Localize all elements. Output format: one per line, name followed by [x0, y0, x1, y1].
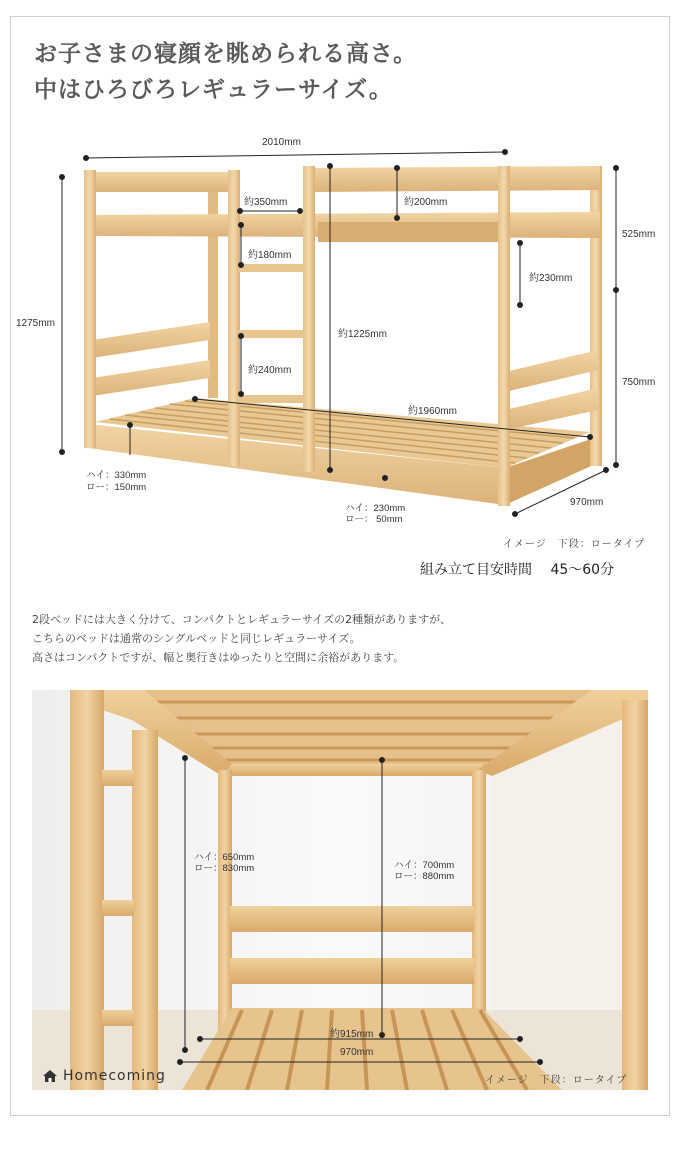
dim-inner-length: 約1960mm — [408, 406, 457, 417]
dim-lower-leg-high: ハイ：230mm — [345, 503, 406, 514]
house-icon — [42, 1069, 58, 1083]
right-end-boards — [505, 350, 598, 430]
front-left-post — [84, 170, 96, 448]
diagram-caption: イメージ 下段：ロータイプ — [503, 539, 646, 550]
dim-total-length: 2010mm — [262, 137, 301, 148]
dim-ladder-width: 約350mm — [244, 197, 288, 208]
headline-line-2: 中はひろびろレギュラーサイズ。 — [34, 77, 393, 103]
dim-guard-height: 約200mm — [404, 197, 448, 208]
description-line-3: 高さはコンパクトですが、幅と奥行きはゆったりと空間に余裕があります。 — [32, 651, 405, 664]
dim-rung-gap-bottom: 約240mm — [248, 365, 292, 376]
back-right-post — [590, 166, 602, 466]
assembly-time — [420, 559, 614, 579]
headline-line-1: お子さまの寝顔を眺められる高さ。 — [34, 41, 418, 67]
dim-lower-section: 750mm — [622, 377, 656, 388]
dim-inner-height: 約1225mm — [338, 329, 387, 340]
photo-inner-width: 約915mm — [330, 1029, 374, 1040]
photo-right-high: ハイ：700mm — [394, 860, 455, 871]
dim-lower-leg-low: ロー： 50mm — [345, 514, 403, 525]
photo-caption: イメージ 下段：ロータイプ — [485, 1075, 628, 1086]
photo-left-high: ハイ：650mm — [194, 852, 255, 863]
dim-upper-gap: 約230mm — [529, 273, 573, 284]
assembly-time-value: 45〜60分 — [550, 562, 615, 578]
dim-lower-floor-high: ハイ：330mm — [86, 470, 147, 481]
dim-rung-gap-top: 約180mm — [248, 250, 292, 261]
dim-total-height: 1275mm — [16, 318, 55, 329]
description — [32, 610, 451, 667]
photo-outer-width: 970mm — [340, 1047, 374, 1058]
upper-bed-frame — [86, 166, 600, 242]
photo-right-low: ロー：880mm — [394, 871, 455, 882]
description-line-1: 2段ベッドには大きく分けて、コンパクトとレギュラーサイズの2種類がありますが、 — [32, 613, 452, 626]
dim-lower-floor-low: ロー：150mm — [86, 482, 147, 493]
dim-depth: 970mm — [570, 497, 604, 508]
left-end-boards — [92, 322, 210, 396]
front-right-post — [498, 166, 510, 506]
dim-upper-section: 525mm — [622, 229, 656, 240]
brand-logo — [42, 1068, 166, 1084]
assembly-time-label: 組み立て目安時間 — [420, 562, 532, 578]
brand-name: Homecoming — [63, 1068, 166, 1084]
description-line-2: こちらのベッドは通常のシングルベッドと同じレギュラーサイズ。 — [32, 632, 361, 645]
photo-left-low: ロー：830mm — [194, 863, 255, 874]
